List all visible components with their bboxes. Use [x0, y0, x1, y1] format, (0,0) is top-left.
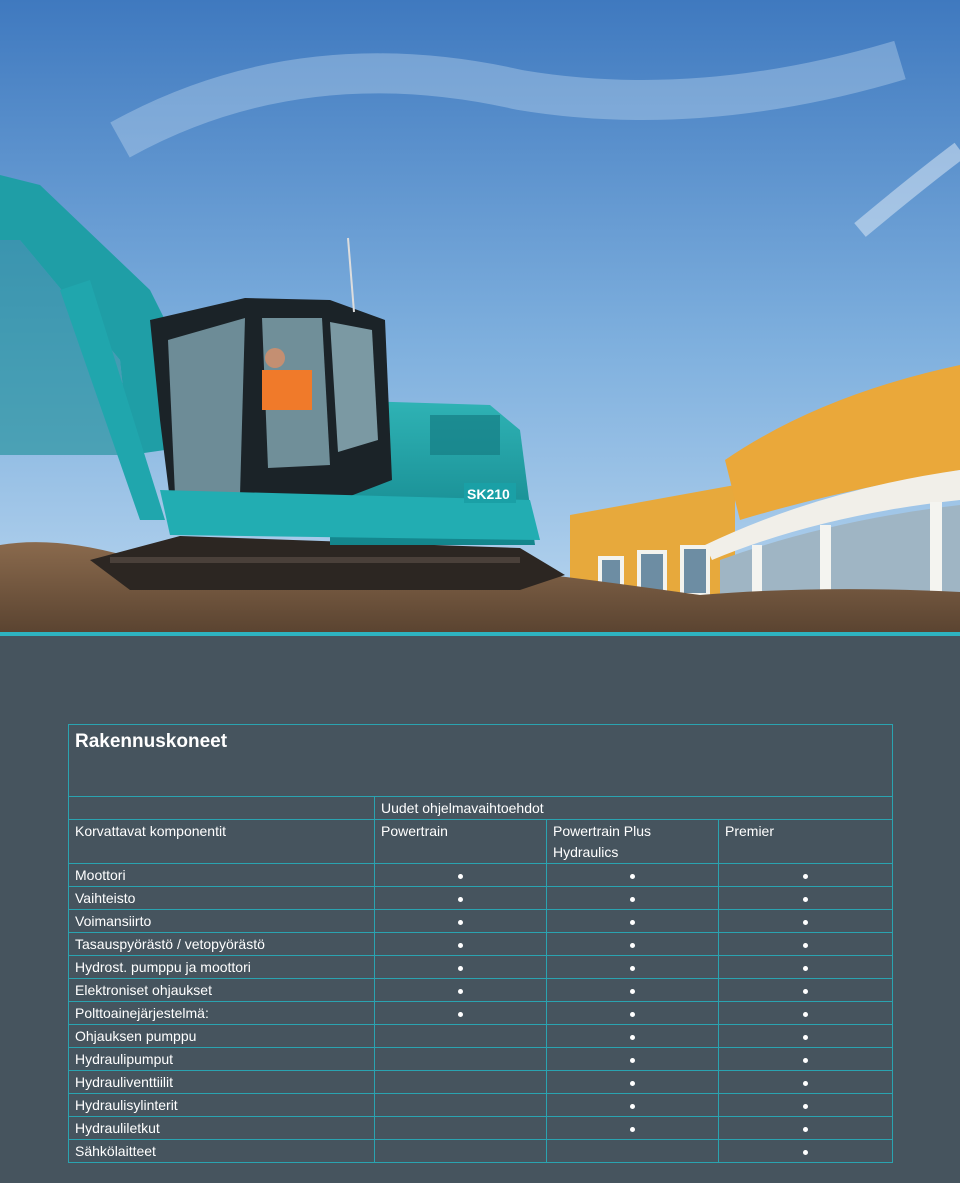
premier-cell: [719, 1025, 893, 1048]
included-bullet-icon: [803, 1104, 808, 1109]
premier-cell: [719, 1094, 893, 1117]
included-bullet-icon: [803, 1081, 808, 1086]
group-header: Uudet ohjelmavaihtoehdot: [375, 797, 893, 820]
powertrain-plus-cell: [547, 1048, 719, 1071]
included-bullet-icon: [630, 1104, 635, 1109]
premier-cell: [719, 979, 893, 1002]
included-bullet-icon: [803, 1150, 808, 1155]
component-label: Ohjauksen pumppu: [69, 1025, 375, 1048]
powertrain-cell: [375, 1094, 547, 1117]
table-row: [69, 979, 893, 1002]
col-header-powertrain-plus: [547, 820, 719, 864]
powertrain-plus-cell: [547, 979, 719, 1002]
included-bullet-icon: [630, 874, 635, 879]
col-header-powertrain: Powertrain: [375, 820, 547, 864]
premier-cell: [719, 1071, 893, 1094]
included-bullet-icon: [458, 1012, 463, 1017]
table-row: [69, 933, 893, 956]
included-bullet-icon: [630, 1081, 635, 1086]
table-row: [69, 910, 893, 933]
premier-cell: [719, 1140, 893, 1163]
group-header-row: [69, 797, 893, 820]
component-label: Polttoainejärjestelmä:: [69, 1002, 375, 1025]
powertrain-cell: [375, 979, 547, 1002]
powertrain-plus-cell: [547, 1002, 719, 1025]
powertrain-cell: [375, 1117, 547, 1140]
premier-cell: [719, 910, 893, 933]
col-header-components: Korvattavat komponentit: [69, 820, 375, 864]
premier-cell: [719, 933, 893, 956]
included-bullet-icon: [458, 897, 463, 902]
premier-cell: [719, 864, 893, 887]
included-bullet-icon: [803, 874, 808, 879]
included-bullet-icon: [458, 989, 463, 994]
component-label: Vaihteisto: [69, 887, 375, 910]
included-bullet-icon: [630, 966, 635, 971]
included-bullet-icon: [458, 966, 463, 971]
component-label: Hydrost. pumppu ja moottori: [69, 956, 375, 979]
included-bullet-icon: [630, 1012, 635, 1017]
component-label: Tasauspyörästö / vetopyörästö: [69, 933, 375, 956]
included-bullet-icon: [803, 943, 808, 948]
component-label: Elektroniset ohjaukset: [69, 979, 375, 1002]
powertrain-cell: [375, 864, 547, 887]
accent-divider: [0, 632, 960, 636]
included-bullet-icon: [630, 943, 635, 948]
powertrain-cell: [375, 1140, 547, 1163]
coverage-table: [68, 724, 893, 1163]
powertrain-plus-cell: [547, 887, 719, 910]
table-row: [69, 1025, 893, 1048]
component-label: Hydrauliventtiilit: [69, 1071, 375, 1094]
powertrain-plus-cell: [547, 910, 719, 933]
included-bullet-icon: [458, 874, 463, 879]
included-bullet-icon: [803, 897, 808, 902]
group-header-empty: [69, 797, 375, 820]
component-label: Sähkölaitteet: [69, 1140, 375, 1163]
powertrain-plus-cell: [547, 1117, 719, 1140]
powertrain-plus-cell: [547, 1094, 719, 1117]
table-row: [69, 1048, 893, 1071]
premier-cell: [719, 1117, 893, 1140]
column-header-row: [69, 820, 893, 864]
component-label: Hydraulisylinterit: [69, 1094, 375, 1117]
included-bullet-icon: [803, 966, 808, 971]
powertrain-plus-cell: [547, 1025, 719, 1048]
col-header-premier: Premier: [719, 820, 893, 864]
powertrain-plus-cell: [547, 933, 719, 956]
title-cell: [69, 725, 893, 797]
included-bullet-icon: [458, 920, 463, 925]
included-bullet-icon: [630, 920, 635, 925]
powertrain-plus-cell: [547, 864, 719, 887]
powertrain-cell: [375, 910, 547, 933]
included-bullet-icon: [630, 1127, 635, 1132]
powertrain-cell: [375, 956, 547, 979]
table-row: [69, 1117, 893, 1140]
component-label: Voimansiirto: [69, 910, 375, 933]
component-label: Moottori: [69, 864, 375, 887]
table-row: [69, 956, 893, 979]
powertrain-cell: [375, 1071, 547, 1094]
table-title: Rakennuskoneet: [75, 731, 228, 752]
title-row: [69, 725, 893, 797]
included-bullet-icon: [630, 1035, 635, 1040]
powertrain-cell: [375, 1048, 547, 1071]
premier-cell: [719, 1048, 893, 1071]
col-header-powertrain-plus-line1: Powertrain Plus: [553, 823, 652, 839]
table-row: [69, 1094, 893, 1117]
table-row: [69, 1140, 893, 1163]
premier-cell: [719, 956, 893, 979]
premier-cell: [719, 1002, 893, 1025]
table-row: [69, 864, 893, 887]
col-header-powertrain-plus-line2: Hydraulics: [553, 844, 619, 860]
table-row: [69, 1071, 893, 1094]
component-label: Hydrauliletkut: [69, 1117, 375, 1140]
powertrain-plus-cell: [547, 1140, 719, 1163]
powertrain-cell: [375, 1025, 547, 1048]
included-bullet-icon: [803, 1127, 808, 1132]
powertrain-cell: [375, 887, 547, 910]
included-bullet-icon: [803, 920, 808, 925]
included-bullet-icon: [803, 1012, 808, 1017]
premier-cell: [719, 887, 893, 910]
included-bullet-icon: [630, 1058, 635, 1063]
powertrain-plus-cell: [547, 956, 719, 979]
included-bullet-icon: [803, 1035, 808, 1040]
table-row: [69, 1002, 893, 1025]
powertrain-cell: [375, 1002, 547, 1025]
machine-badge: SK210: [467, 486, 510, 502]
included-bullet-icon: [630, 897, 635, 902]
component-label: Hydraulipumput: [69, 1048, 375, 1071]
included-bullet-icon: [630, 989, 635, 994]
included-bullet-icon: [458, 943, 463, 948]
included-bullet-icon: [803, 1058, 808, 1063]
included-bullet-icon: [803, 989, 808, 994]
powertrain-cell: [375, 933, 547, 956]
table-row: [69, 887, 893, 910]
powertrain-plus-cell: [547, 1071, 719, 1094]
